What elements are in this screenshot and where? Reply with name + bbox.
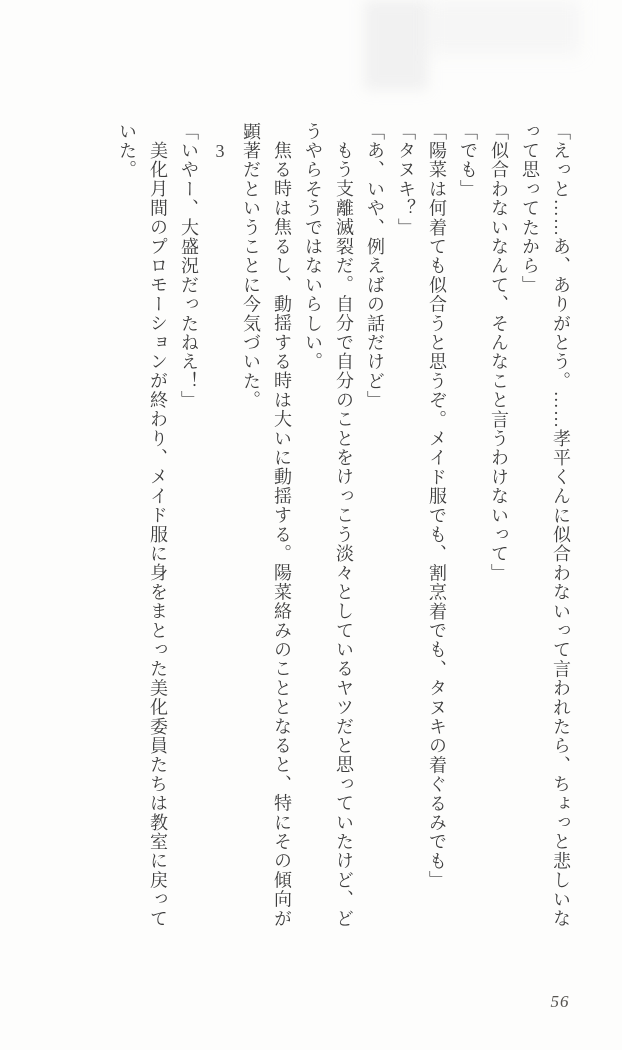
narration-paragraph: 美化月間のプロモーションが終わり、メイド服に身をまとった美化委員たちは教室に戻っていた。 [117, 122, 168, 929]
scan-artifact [430, 0, 580, 55]
dialogue-paragraph: 「いやー、大盛況だったねえ！」 [179, 122, 199, 410]
vertical-text-block [111, 122, 576, 932]
scan-artifact [364, 0, 428, 90]
dialogue-paragraph: 「似合わないなんて、そんなこと言うわけないって」 [489, 122, 509, 583]
narration-paragraph: 焦る時は焦るし、動揺する時は大いに動揺する。陽菜絡みのこととなると、特にその傾向が顕著だということに今気づいた。 [241, 122, 292, 929]
dialogue-paragraph: 「タヌキ？」 [396, 122, 416, 238]
section-number: 3 [210, 141, 230, 163]
dialogue-paragraph: 「えっと……あ、ありがとう。……孝平くんに似合わないって言われたら、ちょっと悲しいなって思ってたから」 [520, 122, 571, 929]
page-number: 56 [550, 992, 570, 1011]
dialogue-paragraph: 「陽菜は何着ても似合うと思うぞ。メイド服でも、割烹着でも、タヌキの着ぐるみでも」 [427, 122, 447, 890]
narration-paragraph: もう支離滅裂だ。自分で自分のことをけっこう淡々としているヤツだと思っていたけど、どうやらそうではないらしい。 [303, 122, 354, 929]
dialogue-paragraph: 「でも」 [458, 122, 478, 199]
dialogue-paragraph: 「あ、いや、例えばの話だけど」 [365, 122, 385, 410]
